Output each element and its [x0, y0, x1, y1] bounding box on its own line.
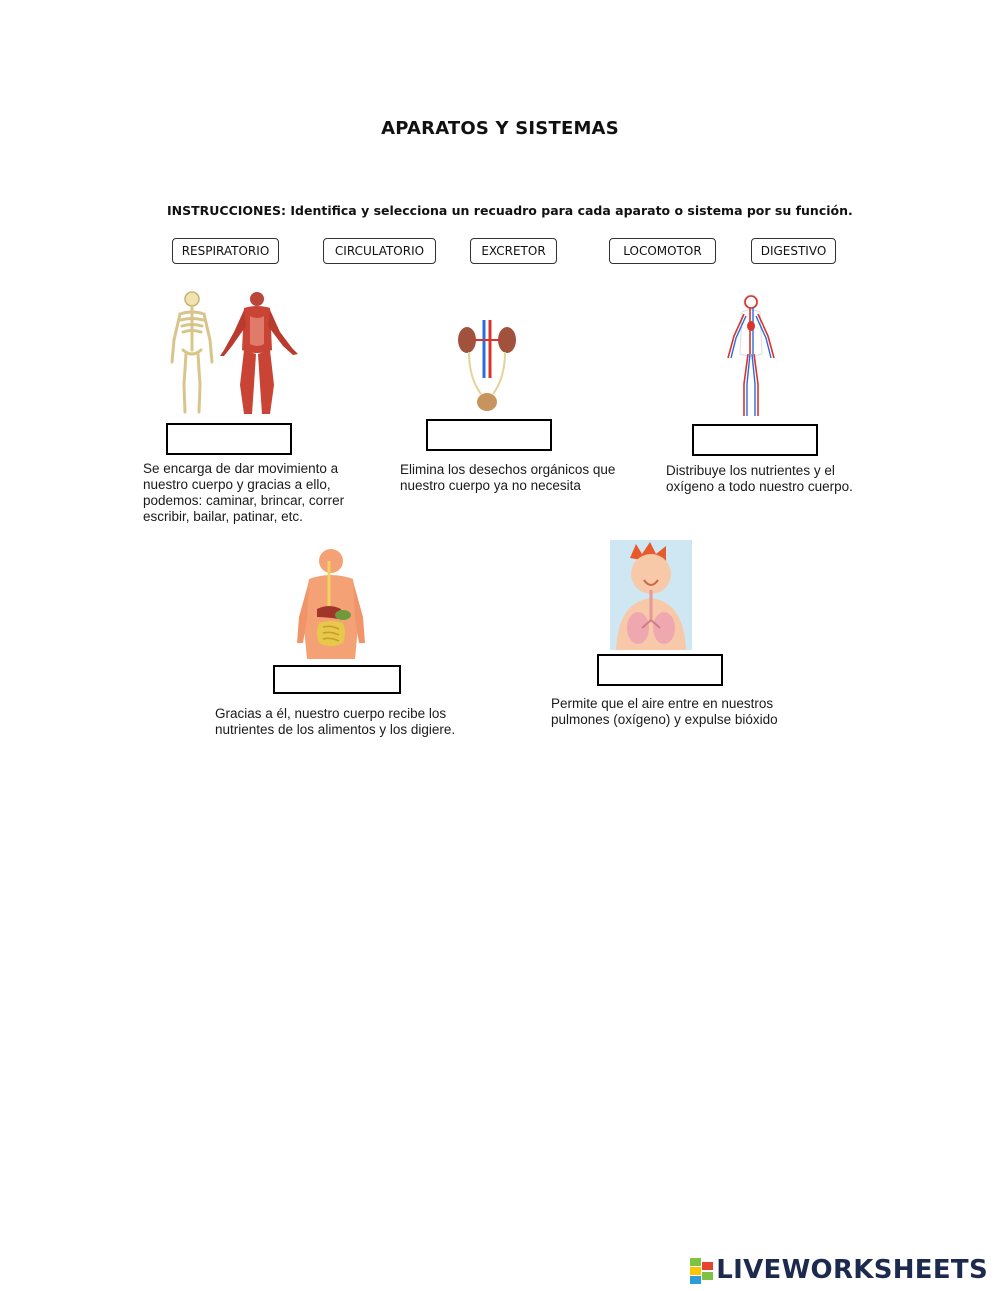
liveworksheets-logo — [690, 1255, 988, 1285]
logo-squares-icon — [690, 1258, 714, 1282]
instructions-label: INSTRUCCIONES: — [167, 203, 287, 218]
answer-box-2[interactable] — [426, 419, 552, 451]
circulatory-body-icon — [722, 292, 780, 420]
instructions-text: Identifica y selecciona un recuadro para cada aparato o sistema por su función. — [286, 203, 853, 218]
option-circulatorio[interactable]: CIRCULATORIO — [323, 238, 436, 264]
answer-box-5[interactable] — [597, 654, 723, 686]
lungs-child-icon — [610, 540, 692, 650]
digestive-body-icon — [295, 547, 367, 659]
answer-box-1[interactable] — [166, 423, 292, 455]
description-1: Se encarga de dar movimiento a nuestro cuerpo y gracias a ello, podemos: caminar, brincar, correr escribir, bailar, patinar, etc. — [143, 461, 345, 524]
option-respiratorio[interactable]: RESPIRATORIO — [172, 238, 279, 264]
option-excretor[interactable]: EXCRETOR — [470, 238, 557, 264]
page-title: APARATOS Y SISTEMAS — [381, 118, 619, 139]
instructions — [167, 203, 853, 218]
logo-text: LIVEWORKSHEETS — [716, 1255, 988, 1285]
description-5: Permite que el aire entre en nuestros pulmones (oxígeno) y expulse bióxido — [551, 696, 778, 727]
answer-box-4[interactable] — [273, 665, 401, 694]
option-locomotor[interactable]: LOCOMOTOR — [609, 238, 716, 264]
answer-box-3[interactable] — [692, 424, 818, 456]
description-4: Gracias a él, nuestro cuerpo recibe los nutrientes de los alimentos y los digiere. — [215, 706, 456, 737]
skeleton-muscles-icon — [168, 290, 303, 420]
description-2: Elimina los desechos orgánicos que nuestro cuerpo ya no necesita — [400, 462, 616, 493]
option-digestivo[interactable]: DIGESTIVO — [751, 238, 836, 264]
description-3: Distribuye los nutrientes y el oxígeno a todo nuestro cuerpo. — [666, 463, 853, 494]
kidneys-icon — [455, 318, 519, 414]
